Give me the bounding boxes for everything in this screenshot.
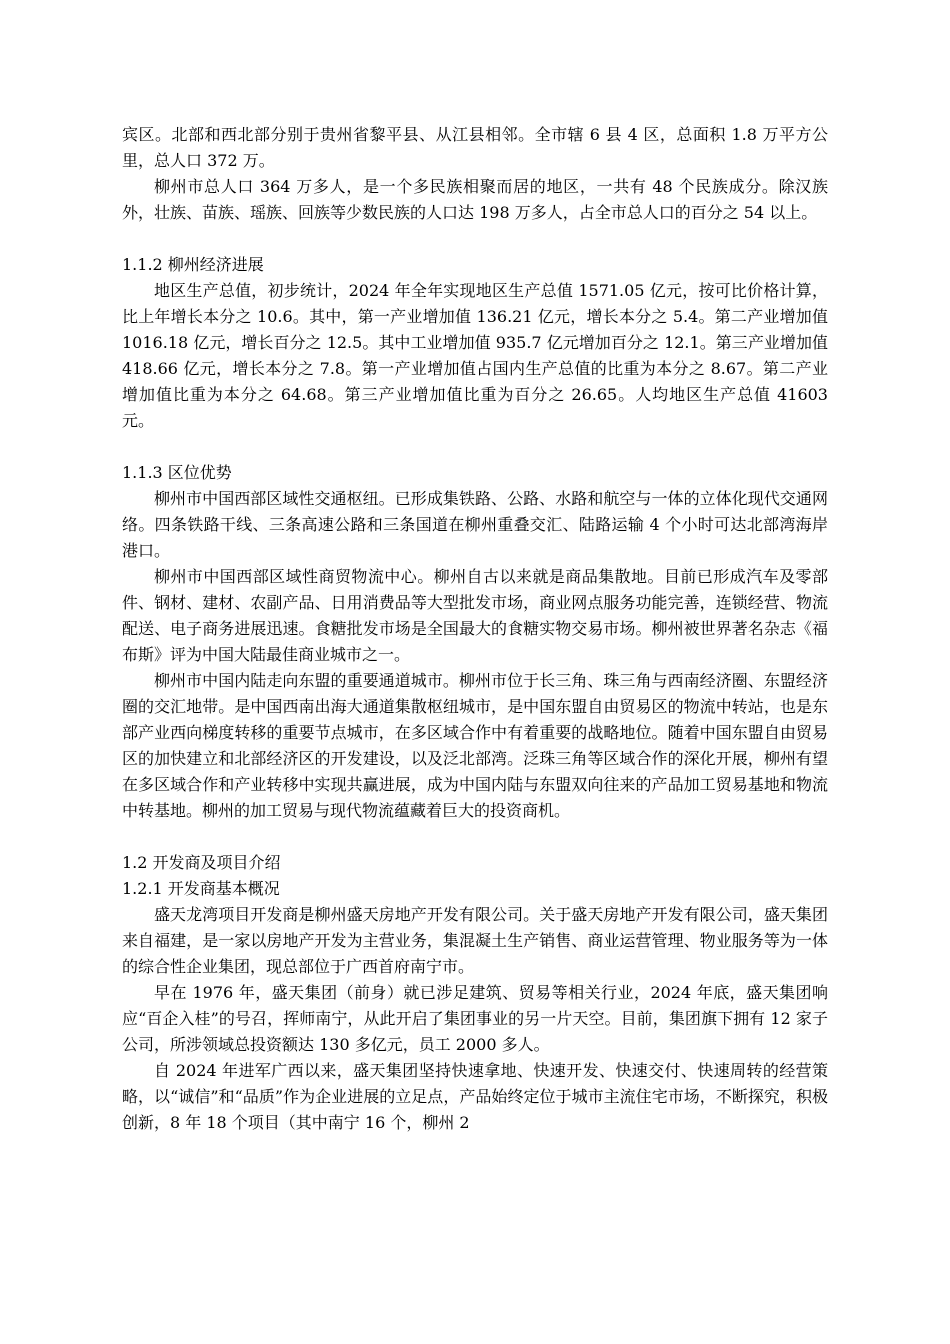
section-heading-1-2: 1.2 开发商及项目介绍 xyxy=(122,853,281,872)
developer-paragraph-2: 早在 1976 年，盛天集团（前身）就已涉足建筑、贸易等相关行业，2024 年底，盛天集团响应“百企入桂”的号召，挥师南宁，从此开启了集团事业的另一片天空。目前，集团旗下拥有 12 家子公司，所涉领域总投资额达 130 多亿元，员工 2000 多人。 xyxy=(122,983,828,1054)
document-page xyxy=(122,122,828,1136)
spacer xyxy=(122,434,828,460)
developer-paragraph-3: 自 2024 年进军广西以来，盛天集团坚持快速拿地、快速开发、快速交付、快速周转的经营策略，以“诚信”和“品质”作为企业进展的立足点，产品始终定位于城市主流住宅市场，不断探究，积极创新，8 年 18 个项目（其中南宁 16 个，柳州 2 xyxy=(122,1061,828,1132)
spacer xyxy=(122,226,828,252)
spacer xyxy=(122,824,828,850)
section-heading-1-1-2: 1.1.2 柳州经济进展 xyxy=(122,255,264,274)
location-paragraph-1: 柳州市中国西部区域性交通枢纽。已形成集铁路、公路、水路和航空与一体的立体化现代交通网络。四条铁路干线、三条高速公路和三条国道在柳州重叠交汇、陆路运输 4 个小时可达北部湾海岸港口。 xyxy=(122,489,828,560)
developer-paragraph-1: 盛天龙湾项目开发商是柳州盛天房地产开发有限公司。关于盛天房地产开发有限公司，盛天集团来自福建，是一家以房地产开发为主营业务，集混凝土生产销售、商业运营管理、物业服务等为一体的综合性企业集团，现总部位于广西首府南宁市。 xyxy=(122,905,828,976)
section-heading-1-2-1: 1.2.1 开发商基本概况 xyxy=(122,879,280,898)
location-paragraph-3: 柳州市中国内陆走向东盟的重要通道城市。柳州市位于长三角、珠三角与西南经济圈、东盟经济圈的交汇地带。是中国西南出海大通道集散枢纽城市，是中国东盟自由贸易区的物流中转站，也是东部产业西向梯度转移的重要节点城市，在多区域合作中有着重要的战略地位。随着中国东盟自由贸易区的加快建立和北部经济区的开发建设，以及泛北部湾。泛珠三角等区域合作的深化开展，柳州有望在多区域合作和产业转移中实现共赢进展，成为中国内陆与东盟双向往来的产品加工贸易基地和物流中转基地。柳州的加工贸易与现代物流蕴藏着巨大的投资商机。 xyxy=(122,671,828,820)
section-heading-1-1-3: 1.1.3 区位优势 xyxy=(122,463,232,482)
intro-paragraph-1: 宾区。北部和西北部分别于贵州省黎平县、从江县相邻。全市辖 6 县 4 区，总面积 1.8 万平方公里，总人口 372 万。 xyxy=(122,125,828,170)
intro-paragraph-2: 柳州市总人口 364 万多人，是一个多民族相聚而居的地区，一共有 48 个民族成分。除汉族外，壮族、苗族、瑶族、回族等少数民族的人口达 198 万多人，占全市总人口的百分之 54 以上。 xyxy=(122,177,828,222)
location-paragraph-2: 柳州市中国西部区域性商贸物流中心。柳州自古以来就是商品集散地。目前已形成汽车及零部件、钢材、建材、农副产品、日用消费品等大型批发市场，商业网点服务功能完善，连锁经营、物流配送、电子商务进展迅速。食糖批发市场是全国最大的食糖实物交易市场。柳州被世界著名杂志《福布斯》评为中国大陆最佳商业城市之一。 xyxy=(122,567,828,664)
economy-paragraph: 地区生产总值，初步统计，2024 年全年实现地区生产总值 1571.05 亿元，按可比价格计算，比上年增长本分之 10.6。其中，第一产业增加值 136.21 亿元，增长本分之 5.4。第二产业增加值 1016.18 亿元，增长百分之 12.5。其中工业增加值 935.7 亿元增加百分之 12.1。第三产业增加值 418.66 亿元，增长本分之 7.8。第一产业增加值占国内生产总值的比重为本分之 8.67。第二产业增加值比重为本分之 64.68。第三产业增加值比重为百分之 26.65。人均地区生产总值 41603 元。 xyxy=(122,281,828,430)
